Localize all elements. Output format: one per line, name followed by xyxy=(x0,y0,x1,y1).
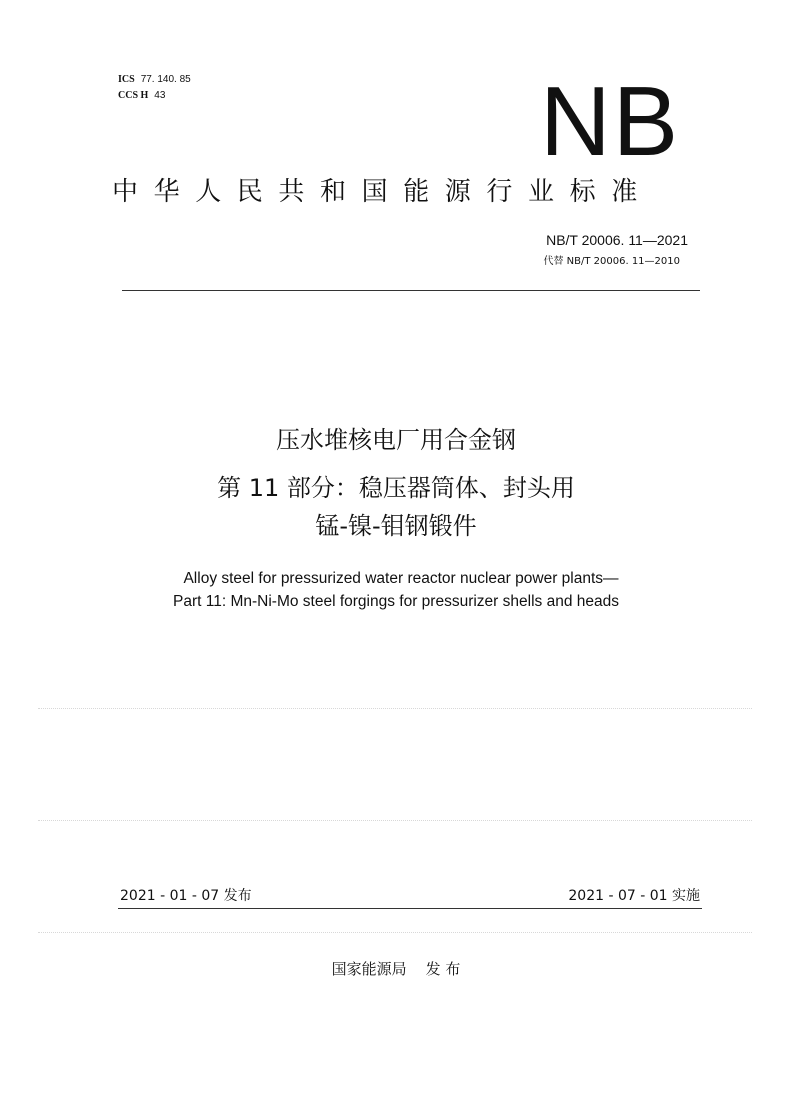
nb-logo: NB xyxy=(540,66,681,176)
title-en-line2: Part 11: Mn-Ni-Mo steel forgings for pressurizer shells and heads xyxy=(173,593,619,610)
ics-code xyxy=(118,72,191,88)
ics-label: ICS xyxy=(118,74,135,85)
title-en-line1: Alloy steel for pressurized water reactor nuclear power plants— xyxy=(183,570,619,587)
standard-number: NB/T 20006. 11—2021 xyxy=(546,232,688,248)
ics-value: 77. 140. 85 xyxy=(140,74,191,85)
effective-date: 2021 - 07 - 01 实施 xyxy=(568,888,700,904)
footer-divider xyxy=(118,908,702,909)
header-divider xyxy=(122,290,700,291)
ccs-value: 43 xyxy=(154,90,166,101)
dotted-separator xyxy=(38,932,752,933)
dotted-separator xyxy=(38,820,752,821)
issue-date: 2021 - 01 - 07 发布 xyxy=(120,888,252,904)
ccs-label: CCS H xyxy=(118,90,149,101)
classification-codes xyxy=(118,72,191,104)
dotted-separator xyxy=(38,708,752,709)
publisher: 国家能源局 发 布 xyxy=(331,960,461,978)
industry-standard-title: 中华人民共和国能源行业标准 xyxy=(112,177,653,207)
title-cn-line1: 压水堆核电厂用合金钢 xyxy=(276,426,516,454)
title-cn-line2: 第 11 部分：稳压器筒体、封头用 xyxy=(217,474,575,502)
replaces-standard: 代替 NB/T 20006. 11—2010 xyxy=(543,256,680,267)
title-cn-line3: 锰-镍-钼钢锻件 xyxy=(315,512,477,540)
ccs-code xyxy=(118,88,191,104)
